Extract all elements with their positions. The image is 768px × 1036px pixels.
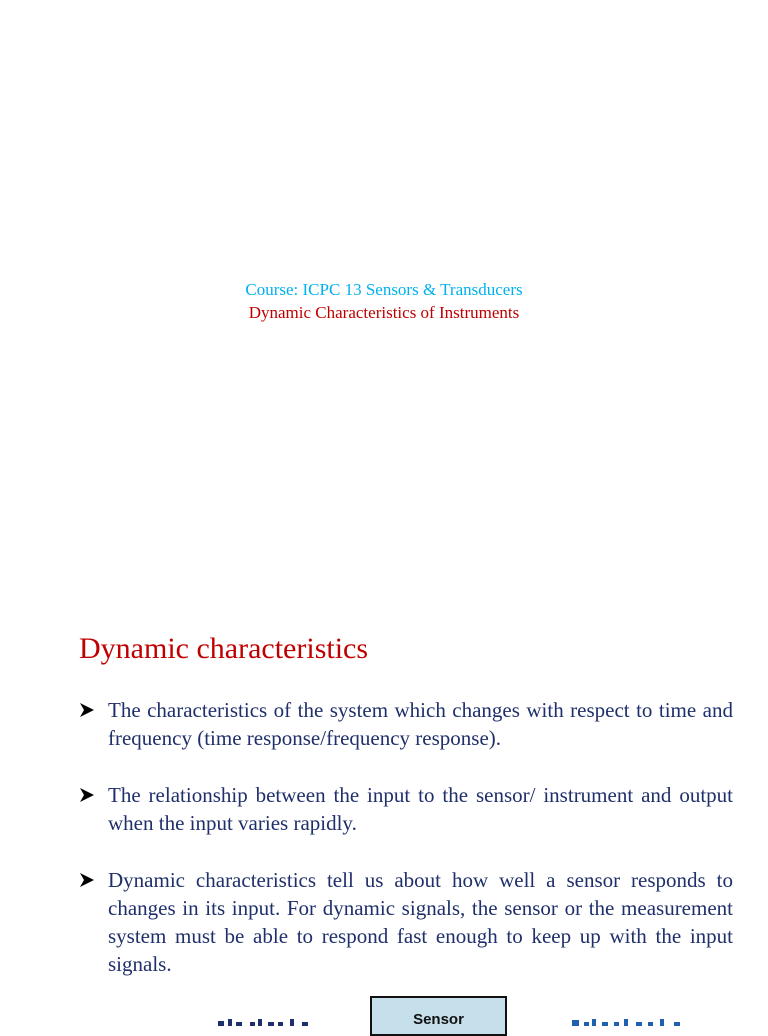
- bullet-text: Dynamic characteristics tell us about how well a sensor responds to changes in its input. For dynamic signals, the sensor or the measurement system must be able to respond fast enough to keep up with the input signals.: [108, 868, 733, 976]
- bullet-text: The relationship between the input to the sensor/ instrument and output when the input varies rapidly.: [108, 783, 733, 835]
- slide-subtitle: Dynamic Characteristics of Instruments: [248, 303, 520, 322]
- sensor-box: Sensor: [370, 996, 507, 1036]
- bullet-item: [79, 781, 733, 837]
- bullet-item: [79, 696, 733, 752]
- diagram-input-label-cropped: [216, 1016, 312, 1026]
- arrow-bullet-icon: [79, 696, 99, 724]
- bullet-list: [79, 696, 733, 1007]
- course-title: Course: ICPC 13 Sensors & Transducers: [245, 280, 523, 299]
- diagram-output-label-cropped: [570, 1016, 688, 1026]
- slide-heading: Dynamic characteristics: [79, 632, 369, 665]
- bullet-item: [79, 866, 733, 978]
- bullet-text: The characteristics of the system which changes with respect to time and frequency (time response/frequency response).: [108, 698, 733, 750]
- arrow-bullet-icon: [79, 866, 99, 894]
- arrow-bullet-icon: [79, 781, 99, 809]
